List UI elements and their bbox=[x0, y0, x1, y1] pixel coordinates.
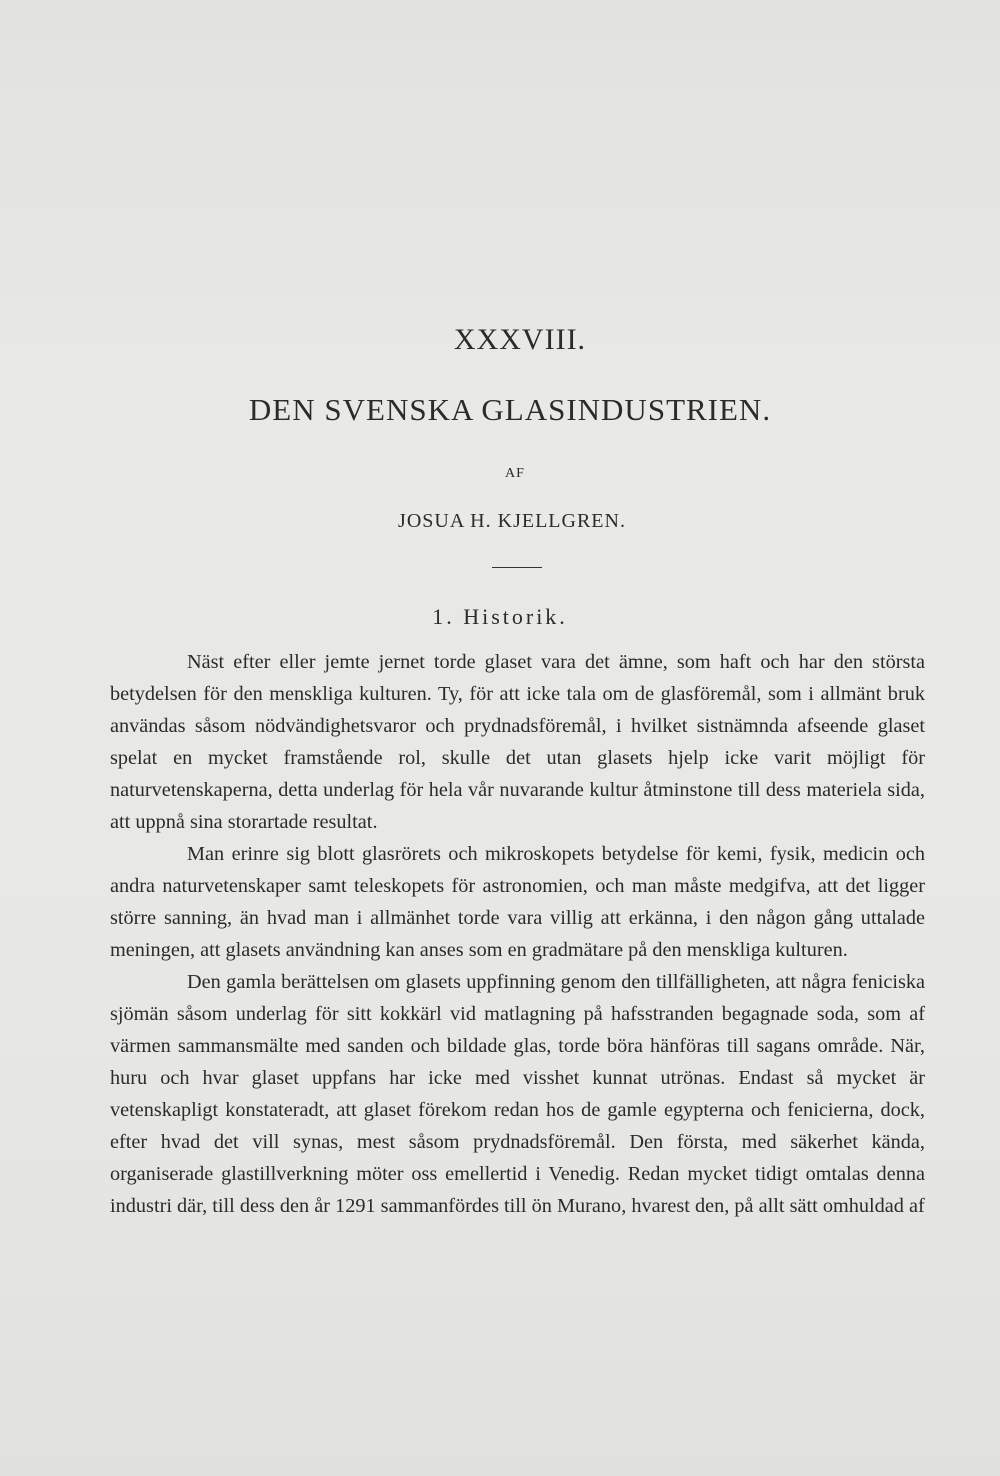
chapter-title: DEN SVENSKA GLASINDUSTRIEN. bbox=[248, 392, 772, 427]
separator-rule bbox=[492, 567, 542, 568]
paragraph-3: Den gamla berättelsen om glasets uppfinning genom den tillfälligheten, att några feniciska sjömän såsom underlag för sitt kokkärl vid matlagning på hafsstranden begagnade soda, som af värmen sammansmälte med sanden och bildade glas, torde böra hänföras till sagans område. När, huru och hvar glaset uppfans har icke med visshet kunnat utrönas. Endast så mycket är vetenskapligt konstateradt, att glaset förekom redan hos de gamle egypterna och fenicierna, dock, efter hvad det vill synas, mest såsom prydnadsföremål. Den första, med säkerhet kända, organiserade glastillverkning möter oss emellertid i Venedig. Redan mycket tidigt omtalas denna industri där, till dess den år 1291 sammanfördes till ön Murano, hvarest den, på allt sätt omhuldad af bbox=[110, 971, 925, 1217]
by-line: AF bbox=[505, 466, 525, 481]
author-name: JOSUA H. KJELLGREN. bbox=[398, 510, 626, 532]
section-heading: 1. Historik. bbox=[432, 604, 568, 629]
paragraph-1: Näst efter eller jemte jernet torde glaset vara det ämne, som haft och har den största betydelsen för den menskliga kulturen. Ty, för att icke tala om de glasföremål, som i allmänt bruk användas såsom nödvändighetsvaror och prydnadsföremål, i hvilket sistnämnda afseende glaset spelat en mycket framstående rol, skulle det utan glasets hjelp icke varit möjligt för naturvetenskaperna, detta underlag för hela vår nuvarande kultur åtminstone till dess materiela sida, att uppnå sina storartade resultat. bbox=[110, 651, 925, 833]
body-text bbox=[110, 646, 925, 1222]
chapter-number: XXXVIII. bbox=[453, 323, 587, 356]
paragraph-2: Man erinre sig blott glasrörets och mikroskopets betydelse för kemi, fysik, medicin och andra naturvetenskaper samt teleskopets för astronomien, och man måste medgifva, att det ligger större sanning, än hvad man i allmänhet torde vara villig att erkänna, i den någon gång uttalade meningen, att glasets användning kan anses som en gradmätare på den menskliga kulturen. bbox=[110, 843, 925, 961]
